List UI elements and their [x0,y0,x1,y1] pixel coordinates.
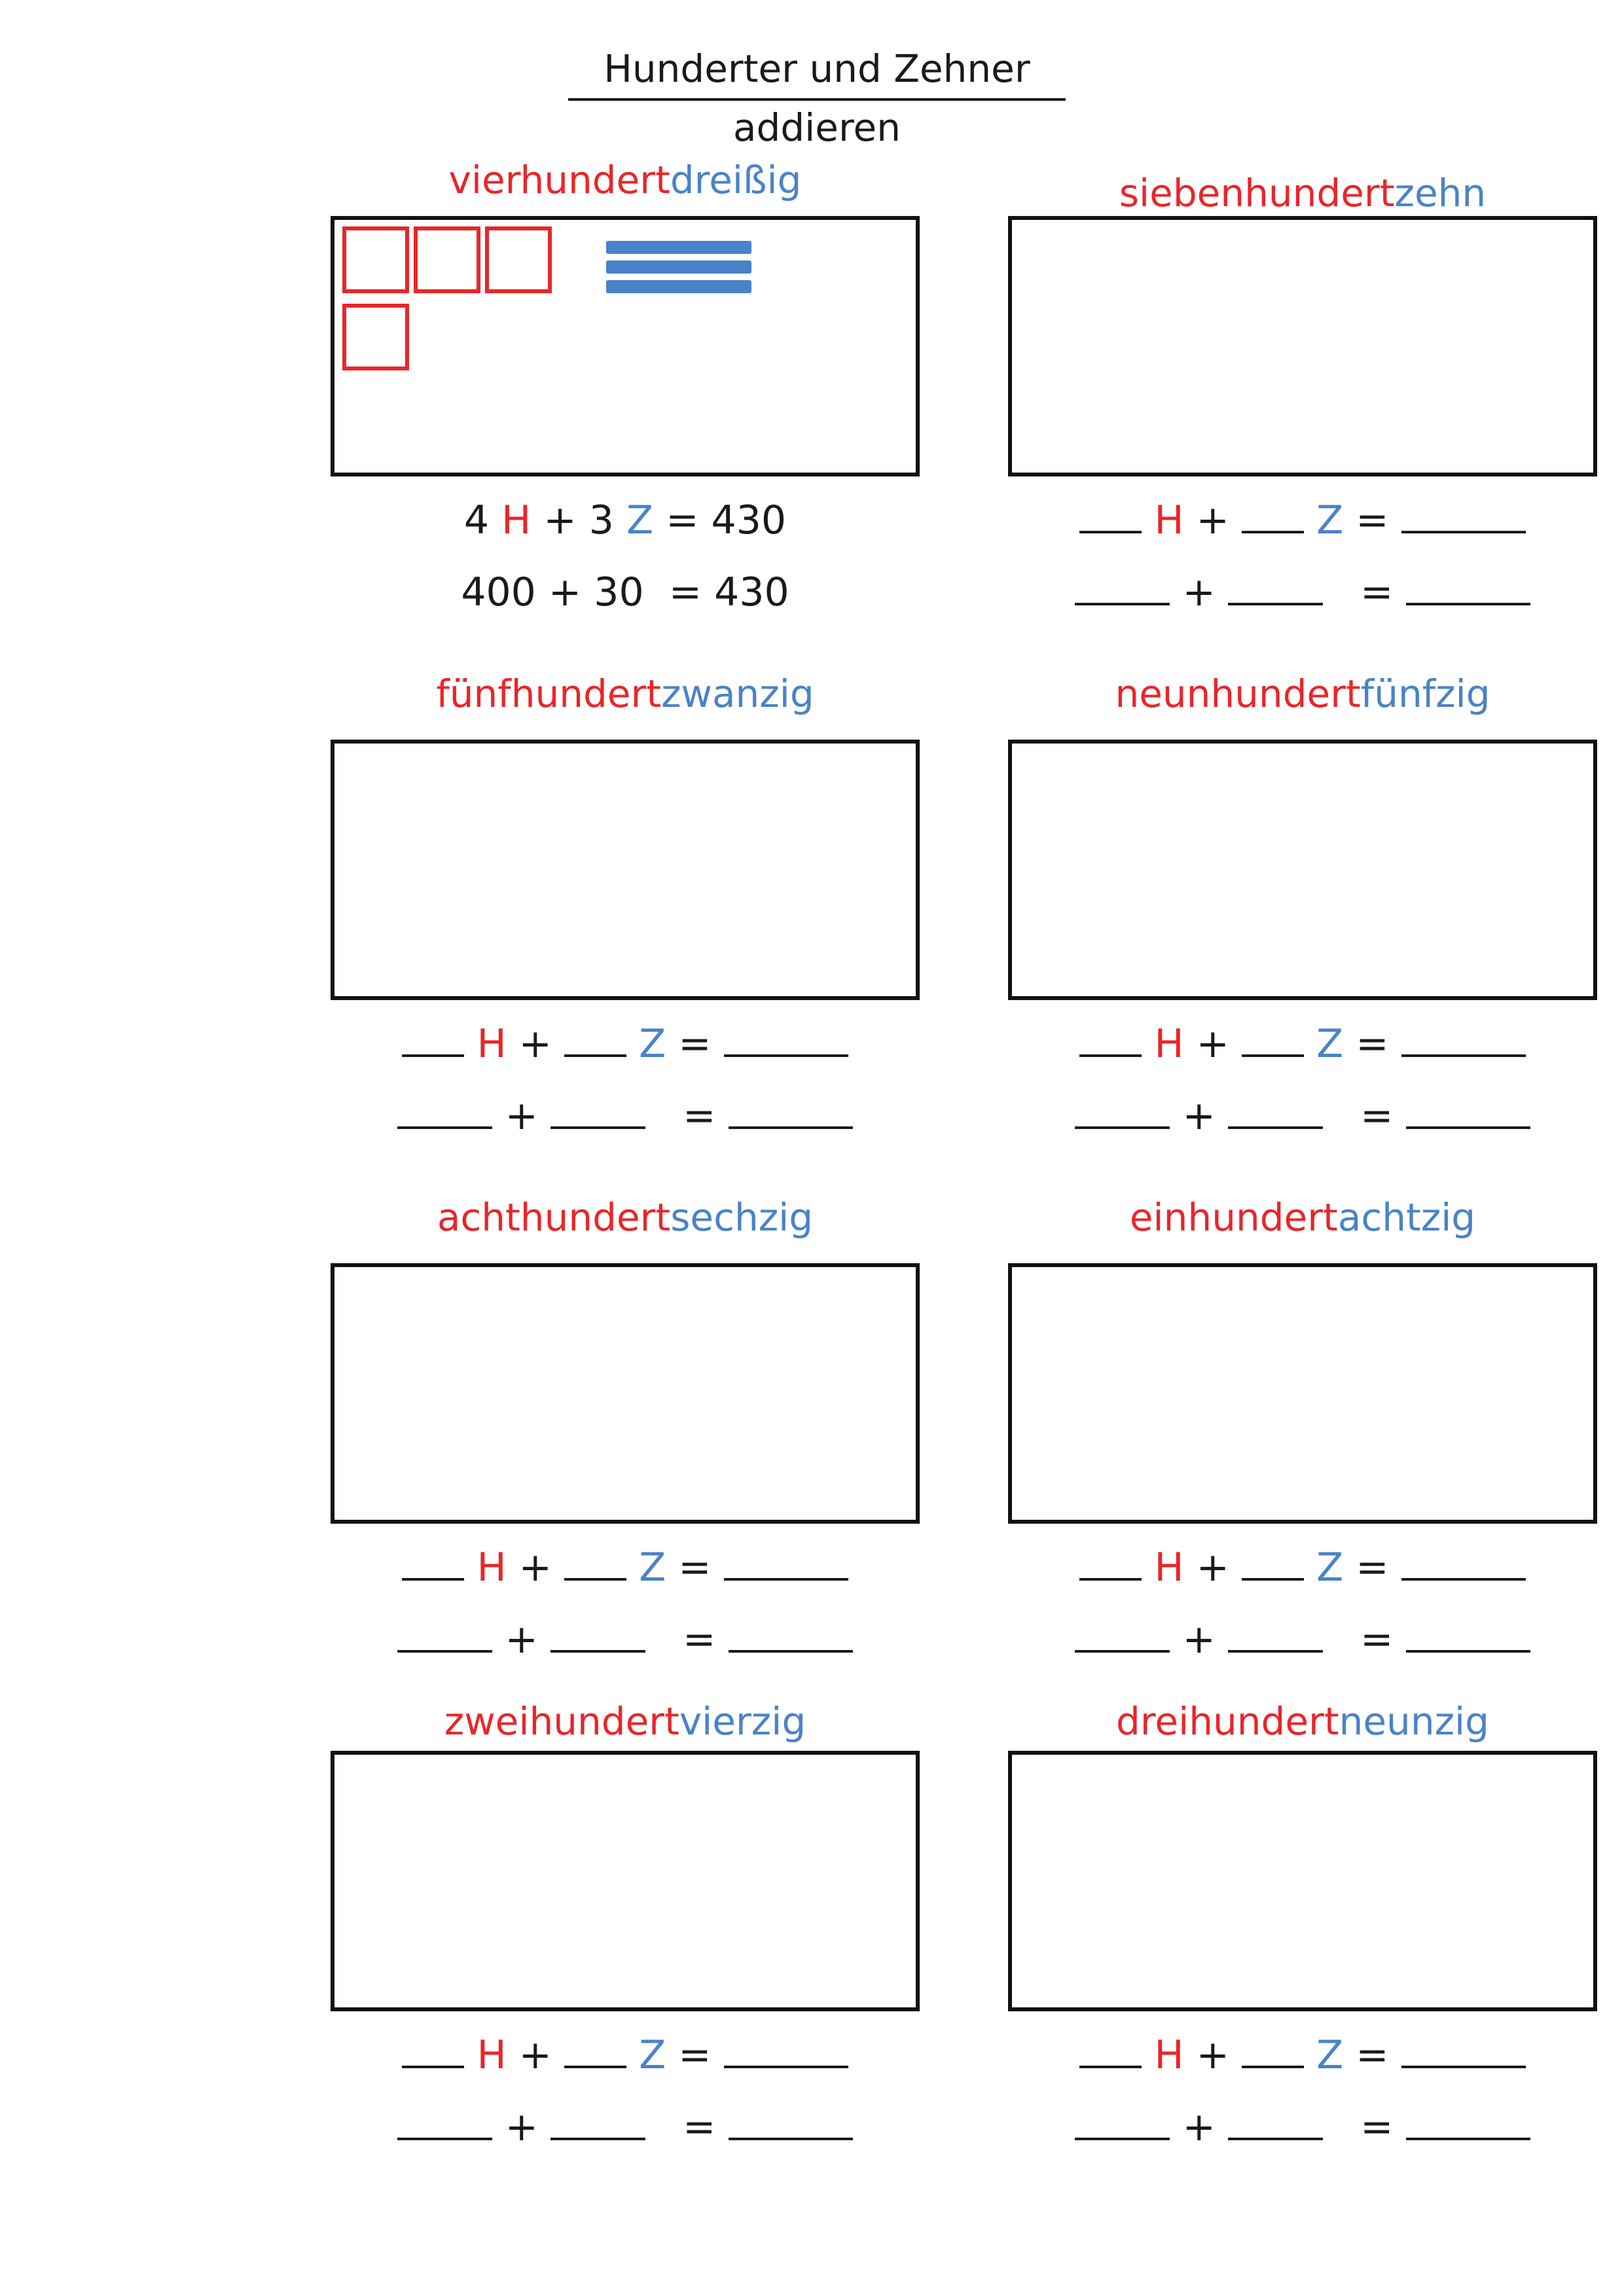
answer-blank[interactable] [1228,1092,1323,1129]
ten-bar [606,260,751,274]
hundreds-word: fünfhundert [436,672,662,716]
number-word [331,154,920,206]
answer-blank[interactable] [1242,2032,1304,2068]
task-card-5 [331,1191,920,1728]
answer-blank[interactable] [1401,1544,1526,1581]
tens-word: vierzig [679,1699,806,1744]
answer-blank[interactable] [1079,1020,1142,1057]
number-word [331,668,920,720]
answer-blank[interactable] [1075,2104,1170,2140]
place-value-equation: H + Z = [331,1541,920,1594]
answer-blank[interactable] [550,2104,645,2140]
answer-blank[interactable] [1406,1092,1530,1129]
sum-equation: + = [1008,1613,1597,1666]
drawing-box[interactable] [331,1263,920,1524]
drawing-box[interactable] [331,1751,920,2011]
number-word [1008,1695,1597,1748]
tens-word: fünfzig [1360,672,1490,716]
number-word [1008,1191,1597,1244]
number-word [331,1695,920,1748]
sum-equation: + = [331,1613,920,1666]
answer-blank[interactable] [1401,2032,1526,2068]
place-value-equation: 4 H + 3 Z = 430 [463,497,787,543]
number-word [331,1191,920,1244]
answer-blank[interactable] [1242,1020,1304,1057]
drawing-box[interactable] [1008,740,1597,1000]
sum-equation: + = [331,1090,920,1142]
answer-blank[interactable] [397,2104,492,2140]
answer-blank[interactable] [724,1544,848,1581]
task-card-3 [331,668,920,1204]
answer-blank[interactable] [397,1092,492,1129]
drawing-box[interactable] [1008,1751,1597,2011]
task-card-8 [1008,1695,1597,2232]
tens-word: sechzig [670,1195,814,1240]
answer-blank[interactable] [564,1544,626,1581]
task-card-7 [331,1695,920,2232]
place-value-equation: H + Z = [331,1018,920,1070]
task-card-2 [1008,144,1597,681]
answer-blank[interactable] [1406,569,1530,605]
sum-equation: + = [331,2101,920,2153]
ten-bar [606,241,751,254]
answer-blank[interactable] [729,2104,853,2140]
answer-blank[interactable] [564,2032,626,2068]
answer-blank[interactable] [1079,1544,1142,1581]
sum-equation: + = [1008,566,1597,619]
task-card-1 [331,144,920,681]
place-value-equation: H + Z = [1008,1541,1597,1594]
answer-blank[interactable] [1075,569,1170,605]
hundreds-word: zweihundert [444,1699,679,1744]
place-value-equation: H + Z = [331,2029,920,2081]
answer-blank[interactable] [402,1020,464,1057]
answer-blank[interactable] [564,1020,626,1057]
place-value-equation: H + Z = [1008,2029,1597,2081]
drawing-box[interactable] [1008,216,1597,476]
tens-word: achtzig [1337,1195,1476,1240]
sum-equation: 400 + 30 = 430 [461,569,789,615]
answer-blank[interactable] [1079,2032,1142,2068]
answer-blank[interactable] [1242,1544,1304,1581]
answer-blank[interactable] [1242,497,1304,533]
page-title: Hunderter und Zehner addieren [568,39,1066,101]
answer-blank[interactable] [724,2032,848,2068]
answer-blank[interactable] [550,1092,645,1129]
tens-word: neunzig [1339,1699,1489,1744]
answer-blank[interactable] [729,1616,853,1653]
tens-word: dreißig [670,158,802,202]
tens-word: zehn [1394,171,1487,215]
sum-equation: + = [1008,1090,1597,1142]
answer-blank[interactable] [1079,497,1142,533]
answer-blank[interactable] [1406,2104,1530,2140]
hundred-square [485,226,552,293]
answer-blank[interactable] [1401,497,1526,533]
number-word [1008,167,1597,219]
hundred-square [342,226,409,293]
answer-blank[interactable] [1401,1020,1526,1057]
hundreds-word: einhundert [1129,1195,1338,1240]
answer-blank[interactable] [402,2032,464,2068]
hundred-square [414,226,480,293]
task-card-6 [1008,1191,1597,1728]
answer-blank[interactable] [1228,1616,1323,1653]
hundreds-word: siebenhundert [1119,171,1395,215]
place-value-equation: H + Z = [1008,494,1597,547]
drawing-box [331,216,920,476]
task-card-4 [1008,668,1597,1204]
tens-word: zwanzig [661,672,814,716]
hundreds-word: dreihundert [1116,1699,1339,1744]
answer-blank[interactable] [1228,569,1323,605]
hundreds-word: achthundert [437,1195,671,1240]
answer-blank[interactable] [402,1544,464,1581]
answer-blank[interactable] [1075,1616,1170,1653]
hundreds-word: vierhundert [448,158,670,202]
place-value-equation: H + Z = [1008,1018,1597,1070]
drawing-box[interactable] [331,740,920,1000]
answer-blank[interactable] [1075,1092,1170,1129]
answer-blank[interactable] [1228,2104,1323,2140]
answer-blank[interactable] [729,1092,853,1129]
ten-bar [606,280,751,293]
hundred-square [342,304,409,370]
number-word [1008,668,1597,720]
answer-blank[interactable] [550,1616,645,1653]
answer-blank[interactable] [1406,1616,1530,1653]
drawing-box[interactable] [1008,1263,1597,1524]
answer-blank[interactable] [724,1020,848,1057]
sum-equation: + = [1008,2101,1597,2153]
hundreds-word: neunhundert [1115,672,1361,716]
answer-blank[interactable] [397,1616,492,1653]
